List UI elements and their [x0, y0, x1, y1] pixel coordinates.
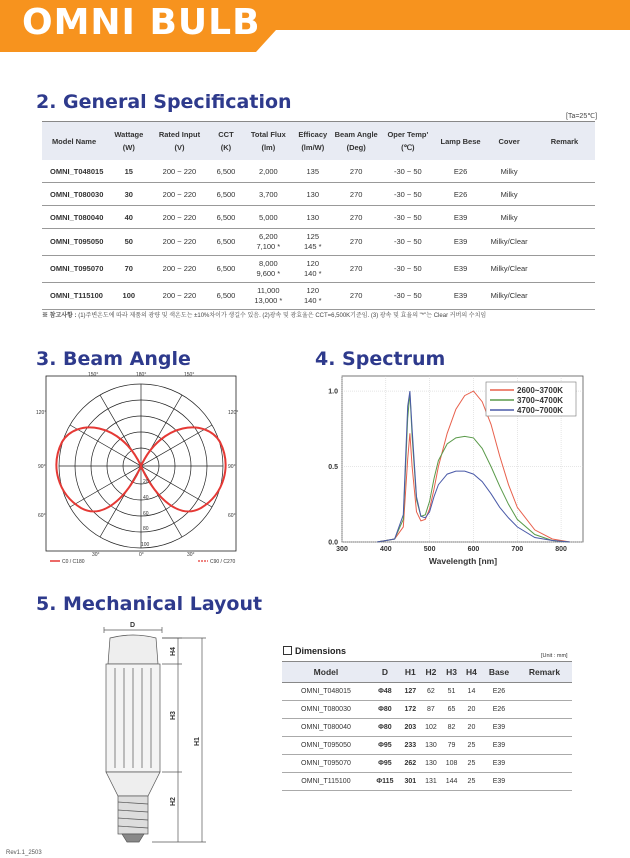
dims-cell: 172 [400, 701, 421, 719]
ring-label: 80 [143, 526, 149, 532]
spec-cell-model [42, 206, 106, 229]
spec-column-header [379, 122, 437, 161]
dims-column-header: D [370, 662, 400, 683]
cell-value: E39 [453, 291, 468, 300]
angle-label-120-left: 120° [36, 410, 47, 416]
dims-cell: Φ115 [370, 773, 400, 791]
spec-column-header [534, 122, 595, 161]
cell-value: E26 [453, 166, 468, 176]
ring-label: 100 [141, 542, 150, 548]
angle-label-30-left: 30° [92, 552, 100, 558]
dims-cell: 144 [441, 773, 462, 791]
dims-cell: OMNI_T095050 [282, 737, 370, 755]
spec-cell-flux [245, 183, 293, 206]
column-unit: (W) [122, 143, 135, 152]
dims-cell: 20 [462, 701, 481, 719]
spec-cell-eff [292, 183, 333, 206]
angle-label-60-left: 60° [38, 513, 46, 519]
spec-note-label: ※ 참고사항 : [42, 313, 77, 319]
dims-title [283, 646, 346, 656]
angle-label-90-left: 90° [38, 464, 46, 470]
spec-cell-remark [534, 283, 595, 310]
spec-cell-watt [106, 206, 151, 229]
angle-label-90-right: 90° [228, 464, 236, 470]
spec-cell-flux [245, 229, 293, 256]
x-tick-label: 600 [467, 546, 480, 553]
spec-cell-input [152, 160, 208, 183]
spec-cell-temp [379, 229, 437, 256]
dims-cell [517, 683, 572, 701]
column-label: Wattage [114, 130, 144, 139]
dim-h2-label: H2 [170, 797, 177, 806]
dims-cell: 102 [421, 719, 442, 737]
dims-cell: Φ95 [370, 737, 400, 755]
angle-label-150-right: 150° [184, 372, 195, 378]
dims-cell: 51 [441, 683, 462, 701]
legend-c0: C0 / C180 [62, 559, 85, 565]
cell-value: 6,500 [216, 291, 236, 300]
cell-value: -30 ~ 50 [393, 291, 422, 300]
cell-value: -30 ~ 50 [393, 237, 422, 246]
column-label: CCT [218, 130, 234, 139]
spec-column-header [207, 122, 244, 161]
dims-title-text: Dimensions [295, 646, 347, 656]
spec-cell-watt [106, 283, 151, 310]
dims-cell: 87 [421, 701, 442, 719]
spec-header-row [42, 122, 595, 161]
spec-cell-cover [484, 283, 534, 310]
dims-column-header: H2 [421, 662, 442, 683]
cell-value: 6,500 [216, 264, 236, 273]
spec-cell-beam [333, 206, 378, 229]
spectrum-section-title: 4. Spectrum [315, 348, 446, 370]
spec-cell-eff [292, 256, 333, 283]
dims-cell: 203 [400, 719, 421, 737]
cell-value: -30 ~ 50 [393, 166, 422, 176]
y-tick-label: 0.0 [328, 539, 338, 547]
spec-cell-cct [207, 160, 244, 183]
column-label: Rated Input [158, 130, 201, 139]
dims-column-header: Model [282, 662, 370, 683]
dims-cell: 25 [462, 773, 481, 791]
spec-column-header [245, 122, 293, 161]
dims-cell: 14 [462, 683, 481, 701]
spec-cell-flux [245, 206, 293, 229]
spec-note [42, 310, 486, 319]
dims-row [282, 683, 572, 701]
spec-cell-cover [484, 160, 534, 183]
cell-value: OMNI_T080040 [50, 212, 104, 222]
x-tick-label: 500 [423, 546, 436, 553]
spec-row [42, 283, 595, 310]
spec-cell-cct [207, 206, 244, 229]
dims-row [282, 737, 572, 755]
column-unit: (lm) [261, 143, 276, 152]
cell-value: Milky/Clear [490, 291, 528, 300]
dims-cell: 233 [400, 737, 421, 755]
x-tick-label: 800 [555, 546, 567, 553]
dims-unit: [Unit : mm] [541, 653, 568, 659]
column-label: Beam Angle [334, 130, 378, 139]
spec-cell-watt [106, 183, 151, 206]
dims-cell [517, 773, 572, 791]
angle-label-120-right: 120° [228, 410, 239, 416]
cell-value: 130 [306, 189, 320, 199]
spec-row [42, 256, 595, 283]
dims-cell: 108 [441, 755, 462, 773]
column-label: Remark [550, 136, 579, 146]
dims-cell: E39 [481, 773, 517, 791]
spec-cell-cct [207, 183, 244, 206]
dims-cell: 130 [421, 737, 442, 755]
cell-value: 200 ~ 220 [162, 189, 197, 199]
cell-value: 70 [124, 264, 133, 273]
spec-cell-watt [106, 229, 151, 256]
cell-value-clear: 9,600 * [256, 269, 281, 278]
cell-value: E26 [453, 189, 468, 199]
cell-value: 30 [124, 189, 133, 199]
spec-row [42, 206, 595, 229]
spec-column-header [106, 122, 151, 161]
spec-cell-remark [534, 183, 595, 206]
y-tick-label: 0.5 [328, 464, 338, 472]
dims-cell: 130 [421, 755, 442, 773]
dim-h1-label: H1 [194, 737, 201, 746]
spec-cell-cover [484, 206, 534, 229]
dims-cell: OMNI_T115100 [282, 773, 370, 791]
product-title: OMNI BULB [22, 2, 261, 43]
spec-row [42, 160, 595, 183]
dims-cell: 79 [441, 737, 462, 755]
dims-header-row [282, 662, 572, 683]
angle-label-0: 0° [139, 552, 144, 558]
spec-section-title: 2. General Specification [36, 91, 292, 113]
dim-d-label: D [130, 622, 136, 629]
cell-value: 2,000 [258, 166, 278, 176]
dims-column-header: Remark [517, 662, 572, 683]
dims-cell: OMNI_T048015 [282, 683, 370, 701]
checkbox-square-icon [283, 646, 292, 655]
cell-value-clear: 7,100 * [256, 242, 281, 251]
spec-column-header [292, 122, 333, 161]
spec-column-header [437, 122, 485, 161]
spec-note-text: (1)주변온도에 따라 제품의 광량 및 색온도는 ±10%차이가 생길수 있음. (2)광속 및 광효율은 CCT=6,500K기준임. (3) 광속 및 효율의 "*"는 Clear 커버의 수치임 [78, 313, 487, 319]
cell-value-clear: 145 * [304, 242, 322, 251]
spec-cell-remark [534, 229, 595, 256]
spec-cell-flux [245, 160, 293, 183]
spec-cell-base [437, 183, 485, 206]
spec-cell-model [42, 256, 106, 283]
cell-value-clear: 140 * [304, 296, 322, 305]
cell-value: Milky [500, 189, 518, 199]
cell-value: 200 ~ 220 [162, 212, 197, 222]
spec-cell-temp [379, 160, 437, 183]
dims-cell: Φ80 [370, 719, 400, 737]
spec-cell-input [152, 229, 208, 256]
dims-row [282, 719, 572, 737]
ring-label: 20 [143, 479, 149, 485]
cell-value: 3,700 [258, 189, 278, 199]
cell-value: 15 [124, 166, 133, 176]
dims-cell: Φ48 [370, 683, 400, 701]
spec-row [42, 183, 595, 206]
column-unit: (℃) [401, 143, 415, 152]
spec-cell-base [437, 283, 485, 310]
cell-value: -30 ~ 50 [393, 212, 422, 222]
spec-cell-eff [292, 283, 333, 310]
dim-h4-label: H4 [170, 647, 177, 656]
cell-value: 100 [122, 291, 136, 300]
spec-column-header [333, 122, 378, 161]
cell-value: 120 [306, 286, 320, 295]
cell-value: OMNI_T095050 [50, 237, 104, 246]
spec-cell-base [437, 229, 485, 256]
column-unit: (K) [220, 143, 232, 152]
ring-label: 60 [143, 511, 149, 517]
angle-label-150-left: 150° [88, 372, 99, 378]
cell-value: Milky [500, 212, 518, 222]
angle-label-60-right: 60° [228, 513, 236, 519]
cell-value: 5,000 [258, 212, 278, 222]
cell-value: 6,500 [216, 237, 236, 246]
dims-cell: 62 [421, 683, 442, 701]
spec-cell-flux [245, 256, 293, 283]
cell-value: 270 [349, 166, 363, 176]
cell-value: -30 ~ 50 [393, 189, 422, 199]
dims-cell: 20 [462, 719, 481, 737]
dims-column-header: H4 [462, 662, 481, 683]
spec-column-header [152, 122, 208, 161]
dim-h3-label: H3 [170, 711, 177, 720]
dims-cell: 25 [462, 737, 481, 755]
dims-row [282, 755, 572, 773]
x-axis-label: Wavelength [nm] [428, 556, 498, 566]
cell-value-clear: 13,000 * [254, 296, 283, 305]
cell-value: 200 ~ 220 [162, 291, 197, 300]
dims-cell: 301 [400, 773, 421, 791]
spec-cell-model [42, 229, 106, 256]
spec-cell-temp [379, 206, 437, 229]
dims-cell [517, 701, 572, 719]
dims-row [282, 701, 572, 719]
spec-cell-watt [106, 256, 151, 283]
cell-value: 200 ~ 220 [162, 166, 197, 176]
x-tick-label: 700 [511, 546, 524, 553]
spec-cell-input [152, 206, 208, 229]
cell-value: 270 [349, 291, 363, 300]
cell-value: OMNI_T095070 [50, 264, 104, 273]
mech-section-title: 5. Mechanical Layout [36, 593, 263, 615]
spec-cell-model [42, 183, 106, 206]
dims-cell: Φ95 [370, 755, 400, 773]
column-label: Lamp Bese [440, 136, 481, 146]
cell-value: E39 [453, 212, 468, 222]
dims-column-header: Base [481, 662, 517, 683]
spec-cell-input [152, 183, 208, 206]
spec-cell-temp [379, 256, 437, 283]
dims-cell [517, 737, 572, 755]
spec-cell-beam [333, 183, 378, 206]
legend-label: 3700~4700K [517, 396, 564, 405]
dims-cell: E26 [481, 701, 517, 719]
cell-value: 270 [349, 237, 363, 246]
cell-value: 125 [306, 232, 320, 241]
spec-cell-base [437, 206, 485, 229]
beam-angle-chart [36, 370, 246, 570]
beam-section-title: 3. Beam Angle [36, 348, 191, 370]
spec-cell-beam [333, 256, 378, 283]
ring-label: 40 [143, 495, 149, 501]
spec-cell-cct [207, 283, 244, 310]
cell-value: 130 [306, 212, 320, 222]
cell-value: 200 ~ 220 [162, 264, 197, 273]
dims-cell: 65 [441, 701, 462, 719]
column-unit: (Deg) [346, 143, 366, 152]
dims-cell: 127 [400, 683, 421, 701]
spec-cell-eff [292, 160, 333, 183]
spec-cell-cct [207, 229, 244, 256]
dims-cell [517, 755, 572, 773]
y-tick-label: 1.0 [328, 388, 338, 396]
cell-value: Milky/Clear [490, 237, 528, 246]
cell-value: 6,200 [258, 232, 278, 241]
column-label: Oper Temp' [387, 130, 429, 139]
dims-cell: 262 [400, 755, 421, 773]
cell-value: OMNI_T048015 [50, 166, 104, 176]
cell-value-clear: 140 * [304, 269, 322, 278]
spec-cell-input [152, 256, 208, 283]
dims-column-header: H3 [441, 662, 462, 683]
cell-value: -30 ~ 50 [393, 264, 422, 273]
dims-cell: E39 [481, 755, 517, 773]
spec-cell-cct [207, 256, 244, 283]
cell-value: 135 [306, 166, 320, 176]
cell-value: E39 [453, 264, 468, 273]
spec-cell-input [152, 283, 208, 310]
cell-value: 6,500 [216, 166, 236, 176]
dims-cell: 82 [441, 719, 462, 737]
spec-cell-remark [534, 160, 595, 183]
cell-value: E39 [453, 237, 468, 246]
dims-table [282, 661, 572, 791]
x-tick-label: 300 [336, 546, 348, 553]
cell-value: 40 [124, 212, 133, 222]
cell-value: 200 ~ 220 [162, 237, 197, 246]
column-unit: (V) [174, 143, 185, 152]
spec-cell-remark [534, 256, 595, 283]
cell-value: 120 [306, 259, 320, 268]
cell-value: 8,000 [258, 259, 278, 268]
spec-cell-cover [484, 256, 534, 283]
cell-value: 6,500 [216, 189, 236, 199]
spec-column-header [42, 122, 106, 161]
column-label: Efficacy [298, 130, 328, 139]
dims-cell: 25 [462, 755, 481, 773]
spec-cell-base [437, 256, 485, 283]
spec-cell-watt [106, 160, 151, 183]
dims-cell: OMNI_T095070 [282, 755, 370, 773]
cell-value: 270 [349, 212, 363, 222]
spec-cell-flux [245, 283, 293, 310]
dims-cell: 131 [421, 773, 442, 791]
cell-value: Milky [500, 166, 518, 176]
spec-cell-base [437, 160, 485, 183]
spec-row [42, 229, 595, 256]
spec-cell-temp [379, 183, 437, 206]
dims-cell: E39 [481, 737, 517, 755]
cell-value: Milky/Clear [490, 264, 528, 273]
spec-cell-model [42, 160, 106, 183]
spec-cell-cover [484, 183, 534, 206]
angle-label-30-right: 30° [187, 552, 195, 558]
spec-condition: [Ta=25℃] [566, 113, 598, 120]
spec-cell-eff [292, 206, 333, 229]
column-label: Cover [498, 136, 520, 146]
spec-column-header [484, 122, 534, 161]
spec-cell-temp [379, 283, 437, 310]
cell-value: 270 [349, 189, 363, 199]
dims-row [282, 773, 572, 791]
spec-table [42, 121, 595, 310]
cell-value: 270 [349, 264, 363, 273]
column-label: Model Name [51, 136, 97, 146]
column-label: Total Flux [250, 130, 286, 139]
angle-label-180: 180° [136, 372, 147, 378]
spec-cell-eff [292, 229, 333, 256]
dims-cell: OMNI_T080040 [282, 719, 370, 737]
legend-c90: C90 / C270 [210, 559, 236, 565]
x-tick-label: 400 [379, 546, 392, 553]
spec-cell-beam [333, 283, 378, 310]
cell-value: OMNI_T115100 [50, 291, 103, 300]
spec-cell-beam [333, 229, 378, 256]
dims-cell: E39 [481, 719, 517, 737]
legend-label: 2600~3700K [517, 386, 564, 395]
spec-cell-cover [484, 229, 534, 256]
cell-value: OMNI_T080030 [50, 189, 104, 199]
dims-cell: OMNI_T080030 [282, 701, 370, 719]
cell-value: 6,500 [216, 212, 236, 222]
dims-column-header: H1 [400, 662, 421, 683]
column-unit: (lm/W) [301, 143, 325, 152]
spectrum-chart [318, 372, 590, 572]
dims-cell: E26 [481, 683, 517, 701]
cell-value: 11,000 [257, 286, 280, 295]
legend-label: 4700~7000K [517, 406, 564, 415]
revision-label: Rev1.1_2503 [6, 850, 42, 856]
spec-cell-remark [534, 206, 595, 229]
dims-cell [517, 719, 572, 737]
spec-cell-model [42, 283, 106, 310]
bulb-drawing [60, 620, 220, 850]
cell-value: 50 [124, 237, 133, 246]
spec-cell-beam [333, 160, 378, 183]
dims-cell: Φ80 [370, 701, 400, 719]
